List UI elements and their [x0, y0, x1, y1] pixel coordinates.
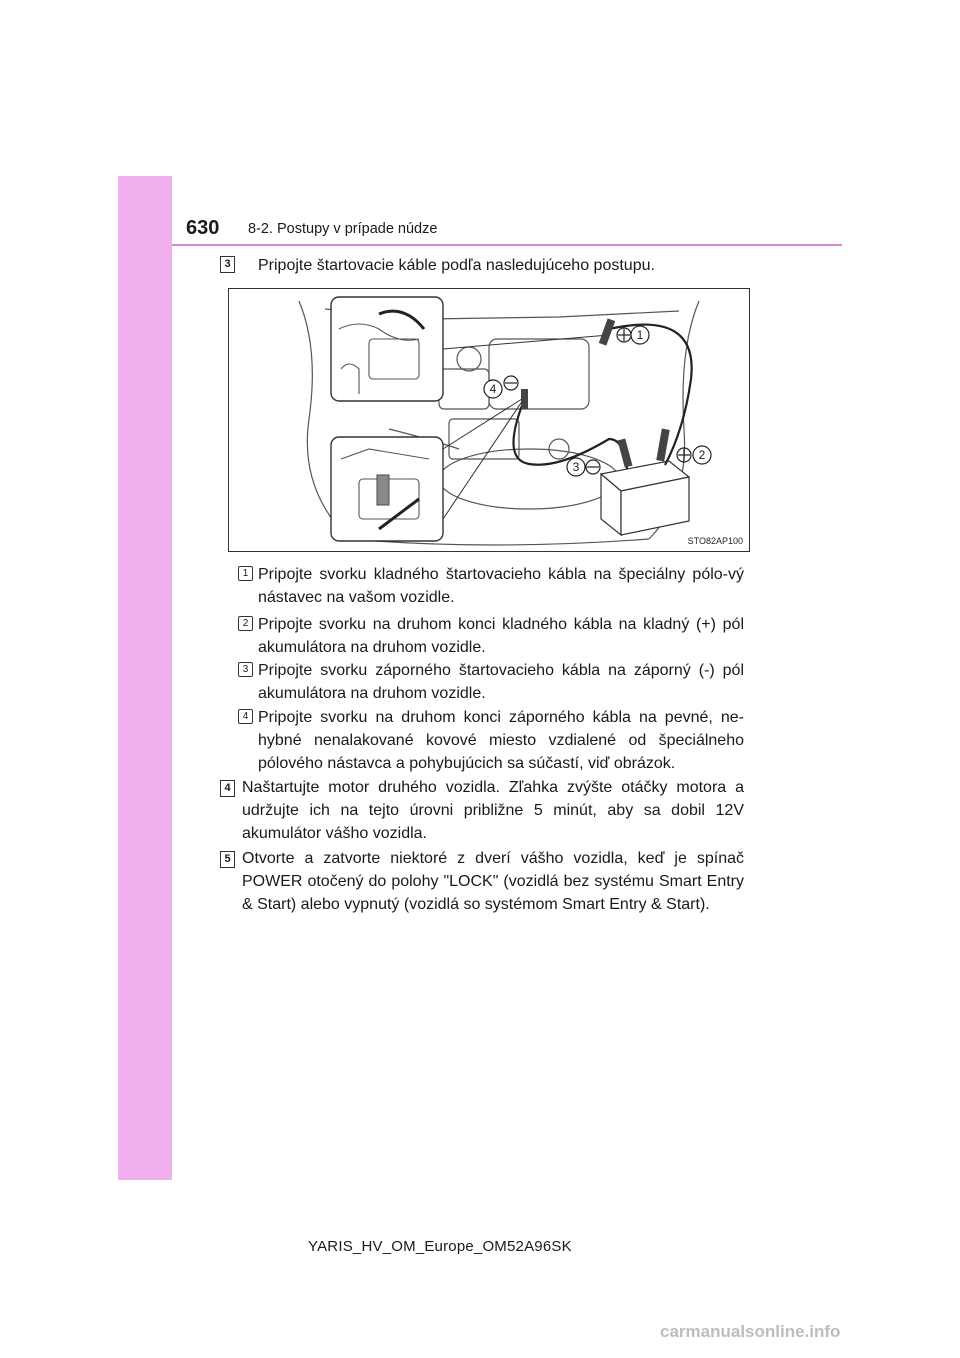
jump-start-illustration	[229, 289, 749, 551]
substep-1-text: Pripojte svorku kladného štartovacieho kábla na špeciálny pólo-vý nástavec na vašom vozidle.	[258, 566, 744, 606]
substep-4-text: Pripojte svorku na druhom konci záporného kábla na pevné, ne-hybné nenalakované kovové miesto vzdialené od špeciálneho pólového nástavca a pohybujúcich sa súčastí, viď obrázok.	[258, 709, 744, 772]
substep-badge-3: 3	[238, 662, 253, 677]
step-4-text: Naštartujte motor druhého vozidla. Zľahka zvýšte otáčky motora a udržujte ich na tejto úrovni približne 5 minút, aby sa dobil 12V akumulátor vášho vozidla.	[242, 779, 744, 842]
substep-2-text: Pripojte svorku na druhom konci kladného kábla na kladný (+) pól akumulátora na druhom vozidle.	[258, 616, 744, 656]
figure-callout-4: 4	[489, 382, 497, 396]
step-number-5: 5	[220, 851, 235, 868]
substep-badge-2: 2	[238, 616, 253, 631]
step-number-4: 4	[220, 780, 235, 797]
step-3-text: Pripojte štartovacie káble podľa nasledujúceho postupu.	[258, 257, 655, 274]
chapter-side-tab	[118, 176, 172, 1180]
page-number: 630	[186, 217, 220, 239]
figure-id: STO82AP100	[687, 536, 743, 546]
figure-callout-3: 3	[572, 460, 580, 474]
figure-callout-2: 2	[698, 448, 706, 462]
figure-callout-1: 1	[636, 328, 644, 342]
substep-3-text: Pripojte svorku záporného štartovacieho kábla na záporný (-) pól akumulátora na druhom vozidle.	[258, 662, 744, 702]
section-title: 8-2. Postupy v prípade núdze	[248, 221, 438, 237]
jump-start-figure	[228, 288, 750, 552]
watermark: carmanualsonline.info	[660, 1322, 841, 1341]
step-5-text: Otvorte a zatvorte niektoré z dverí vášho vozidla, keď je spínač POWER otočený do polohy "LOCK" (vozidlá bez systému Smart Entry & Start) alebo vypnutý (vozidlá so systémom Smart Entry & Start).	[242, 850, 744, 913]
substep-badge-1: 1	[238, 566, 253, 581]
substep-badge-4: 4	[238, 709, 253, 724]
document-id: YARIS_HV_OM_Europe_OM52A96SK	[308, 1238, 572, 1255]
header-rule	[172, 244, 842, 246]
step-number-3: 3	[220, 256, 235, 273]
